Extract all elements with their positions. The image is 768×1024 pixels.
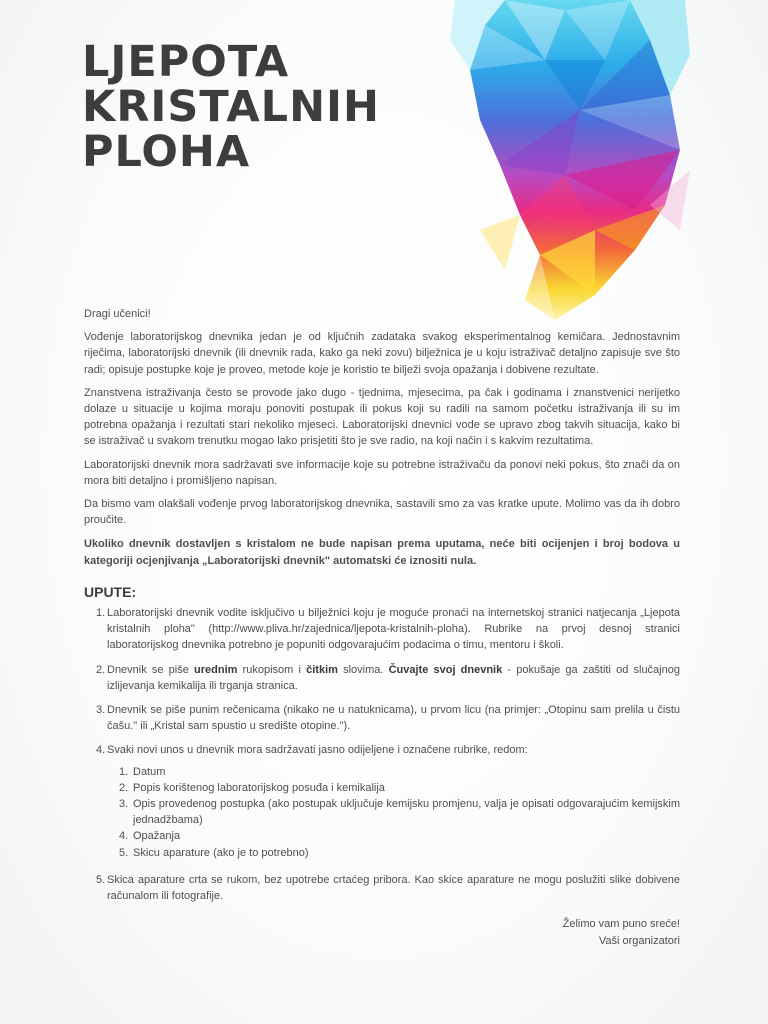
entry-text: Opis provedenog postupka (ako postupak uključuje kemijsku promjenu, valja je opisati odgovarajućim kemijskim jednadžbama) xyxy=(133,798,680,827)
rule-item xyxy=(96,702,680,734)
rule-intro: Svaki novi unos u dnevnik mora sadržavati jasno odijeljene i označene rubrike, redom: xyxy=(107,744,528,757)
rule-item xyxy=(96,872,680,904)
text-segment: Dnevnik se piše xyxy=(107,663,195,676)
entry-text: Datum xyxy=(133,765,166,778)
rule-text: Skica aparature crta se rukom, bez upotrebe crtaćeg pribora. Kao skice aparature ne mogu poslužiti slike dobivene računalom ili fotografije. xyxy=(107,873,680,903)
entry-text: Skicu aparature (ako je to potrebno) xyxy=(133,846,309,859)
title-line: KRISTALNIH xyxy=(82,82,381,132)
rule-text xyxy=(107,662,680,694)
closing-signature xyxy=(84,916,680,949)
entry-item xyxy=(119,780,680,796)
paragraph: Vođenje laboratorijskog dnevnika jedan je od ključnih zadataka svakog eksperimentalnog kemičara. Jednostavnim riječima, laboratorijski dnevnik (ili dnevnik rada, kako ga neki zovu) bilježnica je u koju istraživač detaljno zapisuje sve što radi; opisuje postupke koje je proveo, metode koje je koristio te bilježi svoja opažanja i dobivene rezultate. xyxy=(84,331,680,376)
greeting: Dragi učenici! xyxy=(84,308,151,320)
emphasis: Čuvajte svoj dnevnik xyxy=(388,663,503,676)
entry-number: 3. xyxy=(119,798,129,811)
emphasis: čitkim xyxy=(306,663,338,676)
warning-notice: Ukoliko dnevnik dostavljen s kristalom ne bude napisan prema uputama, neće biti ocijenjen i broj bodova u kategoriji ocjenjivanja „Laboratorijski dnevnik" automatski će iznositi nula. xyxy=(84,538,680,567)
rule-text: Laboratorijski dnevnik vodite isključivo u bilježnici koju je moguće pronaći na internetskoj stranici natjecanja „Ljepota kristalnih ploha" (http://www.pliva.hr/zajednica/ljepota-kristalnih-ploha). Rubrike na prvoj desnoj stranici laboratorijskog dnevnika potrebno je popuniti odgovarajućim podacima o timu, mentoru i školi. xyxy=(107,607,680,652)
section-title: UPUTE: xyxy=(84,583,137,600)
entry-item xyxy=(119,845,680,861)
entry-text: Popis korištenog laboratorijskog posuđa i kemikalija xyxy=(133,781,385,794)
paragraph: Da bismo vam olakšali vođenje prvog laboratorijskog dnevnika, sastavili smo za vas kratke upute. Molimo vas da ih dobro proučite. xyxy=(84,498,680,527)
entry-text: Opažanja xyxy=(133,830,181,843)
rule-text xyxy=(107,742,680,863)
entry-sections-list xyxy=(107,764,680,861)
text-segment: slovima. xyxy=(337,663,389,676)
paragraph: Znanstvena istraživanja često se provode jako dugo - tjednima, mjesecima, pa čak i godinama i znanstvenici nerijetko dolaze u situacije u kojima moraju ponoviti postupak ili pokus koji su radili na samom početku istraživanja ili su im potrebna opažanja i rezultati stari nekoliko mjeseci. Laboratorijski dnevnici vode se upravo zbog takvih situacija, kako bi se istraživač u svakom trenutku mogao lako prisjetiti što je sve radio, na koji način i s kakvim rezultatima. xyxy=(84,386,680,448)
entry-item xyxy=(119,764,680,780)
paragraph: Laboratorijski dnevnik mora sadržavati sve informacije koje su potrebne istraživaču da ponovi neki pokus, što znači da on mora biti detaljno i promišljeno napisan. xyxy=(84,458,680,487)
entry-number: 4. xyxy=(119,830,129,843)
rules-list xyxy=(84,605,680,904)
title-line: PLOHA xyxy=(82,127,251,177)
rule-number: 5. xyxy=(96,873,106,886)
rule-number: 1. xyxy=(96,607,106,620)
rule-number: 2. xyxy=(96,663,106,676)
entry-number: 5. xyxy=(119,846,129,859)
document-title xyxy=(82,37,381,177)
entry-item xyxy=(119,796,680,828)
rule-item xyxy=(96,605,680,654)
entry-number: 2. xyxy=(119,781,129,794)
entry-number: 1. xyxy=(119,765,129,778)
title-line: LJEPOTA xyxy=(82,37,290,87)
closing-line: Želimo vam puno sreće! xyxy=(562,918,680,931)
rule-item xyxy=(96,742,680,863)
rule-number: 3. xyxy=(96,704,106,717)
text-segment: - pokušaje ga zaštiti od slučajnog izlijevanja kemikalija ili trganja stranica. xyxy=(107,663,680,692)
rule-item xyxy=(96,662,680,694)
signature-line: Vaši organizatori xyxy=(598,934,680,947)
crystal-illustration xyxy=(445,0,695,325)
rule-number: 4. xyxy=(96,744,106,757)
entry-item xyxy=(119,828,680,844)
emphasis: urednim xyxy=(194,663,238,676)
rule-text: Dnevnik se piše punim rečenicama (nikako ne u natuknicama), u prvom licu (na primjer: „Otopinu sam prelila u čistu čašu." ili „Kristal sam spustio u središte otopine."). xyxy=(107,704,680,733)
letter-body xyxy=(84,306,680,949)
text-segment: rukopisom i xyxy=(237,663,307,676)
